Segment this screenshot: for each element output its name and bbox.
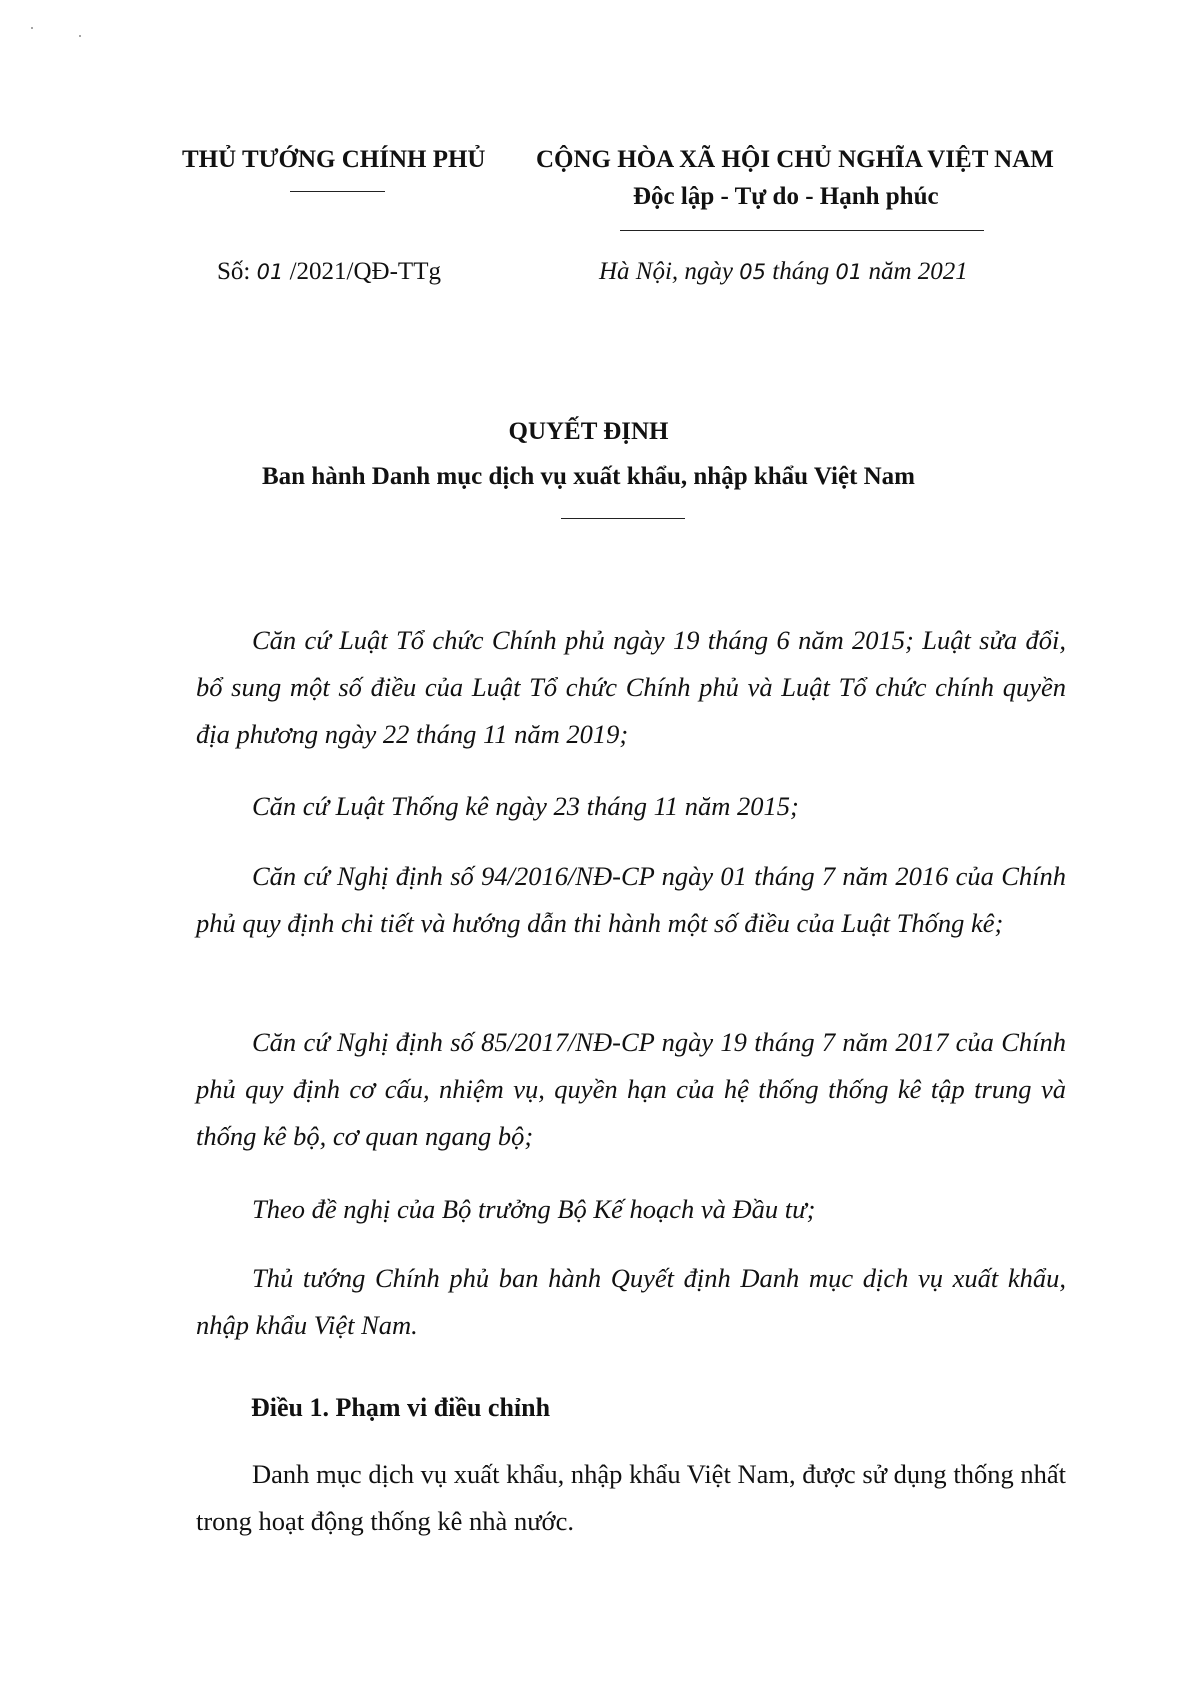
scan-speck [31, 27, 33, 29]
year-label: năm 2021 [868, 258, 968, 285]
decision-title: QUYẾT ĐỊNH [508, 418, 669, 445]
decision-subtitle: Ban hành Danh mục dịch vụ xuất khẩu, nhập khẩu Việt Nam [261, 463, 915, 490]
motto: Độc lập - Tự do - Hạnh phúc [633, 183, 939, 210]
issuer-underline [290, 191, 385, 192]
motto-underline [620, 230, 984, 231]
preamble-paragraph: Thủ tướng Chính phủ ban hành Quyết định Danh mục dịch vụ xuất khẩu, nhập khẩu Việt Nam. [196, 1263, 1066, 1340]
title-underline [561, 518, 685, 519]
date-month: 01 [835, 260, 863, 284]
place-date [599, 258, 968, 286]
number-suffix: /2021/QĐ-TTg [289, 258, 441, 285]
nation-heading: CỘNG HÒA XÃ HỘI CHỦ NGHĨA VIỆT NAM [536, 146, 1054, 173]
preamble-paragraph: Căn cứ Luật Tổ chức Chính phủ ngày 19 tháng 6 năm 2015; Luật sửa đổi, bổ sung một số điều của Luật Tổ chức Chính phủ và Luật Tổ chức chính quyền địa phương ngày 22 tháng 11 năm 2019; [196, 625, 1066, 749]
article-1-heading: Điều 1. Phạm vi điều chỉnh [251, 1393, 551, 1422]
issuer-heading: THỦ TƯỚNG CHÍNH PHỦ [182, 146, 486, 173]
preamble-paragraph: Căn cứ Luật Thống kê ngày 23 tháng 11 năm 2015; [252, 791, 799, 821]
article-1-body: Danh mục dịch vụ xuất khẩu, nhập khẩu Việt Nam, được sử dụng thống nhất trong hoạt động thống kê nhà nước. [196, 1459, 1066, 1536]
number-handwritten: 01 [256, 260, 284, 284]
date-day: 05 [739, 260, 767, 284]
document-number [217, 258, 441, 286]
number-prefix: Số: [217, 258, 251, 285]
preamble-paragraph: Căn cứ Nghị định số 85/2017/NĐ-CP ngày 19 tháng 7 năm 2017 của Chính phủ quy định cơ cấu, nhiệm vụ, quyền hạn của hệ thống thống kê tập trung và thống kê bộ, cơ quan ngang bộ; [196, 1027, 1066, 1151]
preamble-paragraph: Căn cứ Nghị định số 94/2016/NĐ-CP ngày 01 tháng 7 năm 2016 của Chính phủ quy định chi tiết và hướng dẫn thi hành một số điều của Luật Thống kê; [196, 861, 1066, 938]
preamble-paragraph: Theo đề nghị của Bộ trưởng Bộ Kế hoạch và Đầu tư; [252, 1194, 816, 1224]
month-label: tháng [772, 258, 830, 285]
scan-speck [79, 35, 81, 37]
place-prefix: Hà Nội, ngày [599, 258, 734, 285]
